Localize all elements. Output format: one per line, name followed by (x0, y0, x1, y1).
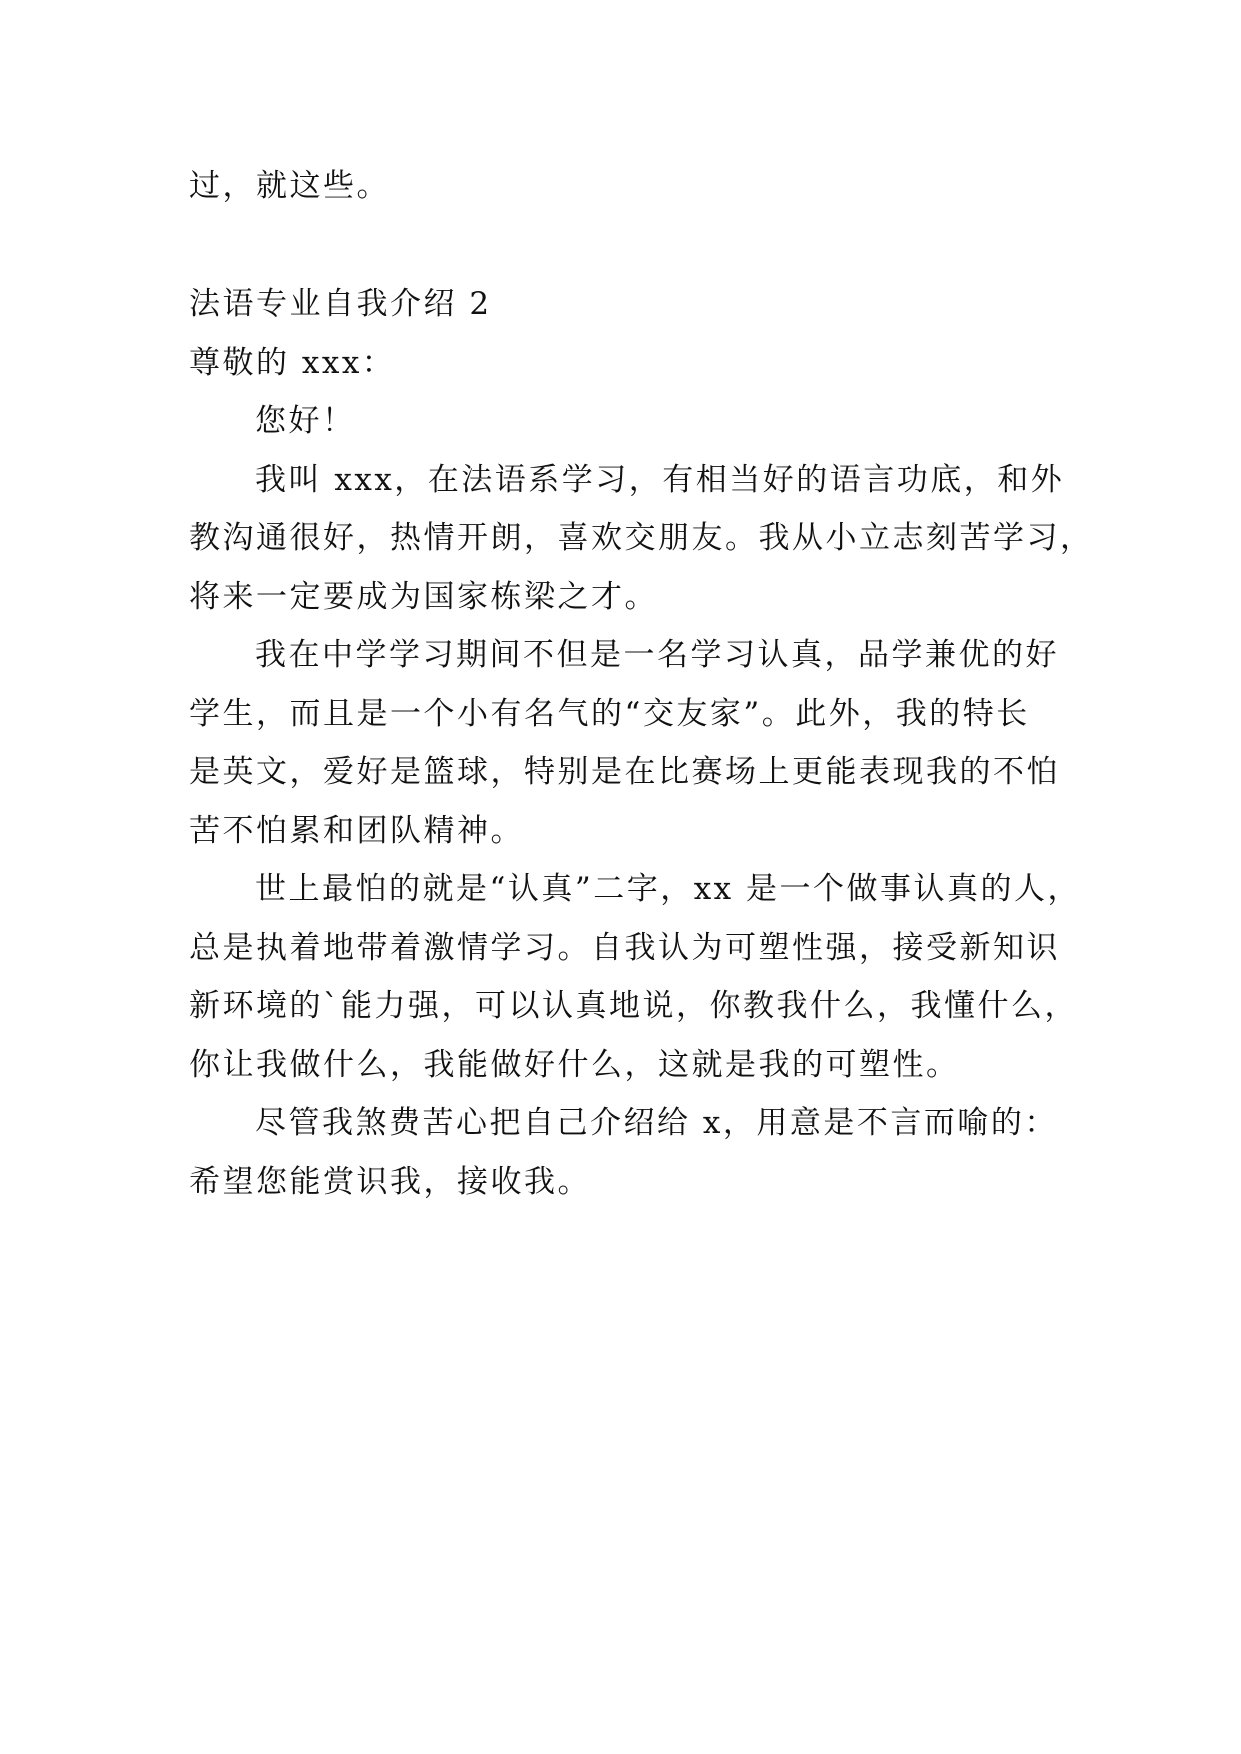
paragraph-line: 我在中学学习期间不但是一名学习认真，品学兼优的好 (255, 637, 1059, 673)
previous-section-end (189, 157, 1069, 216)
greeting: 您好！ (255, 403, 356, 439)
continuation-line: 过，就这些。 (189, 168, 390, 204)
paragraph-line: 总是执着地带着激情学习。自我认为可塑性强，接受新知识 (189, 929, 1060, 966)
paragraph-line: 希望您能赏识我，接收我。 (189, 1163, 591, 1200)
paragraph-line: 我叫 xxx，在法语系学习，有相当好的语言功底，和外 (255, 461, 1065, 498)
paragraph-line: 世上最怕的就是“认真”二字，xx 是一个做事认真的人， (255, 871, 1082, 907)
paragraph-line: 苦不怕累和团队精神。 (189, 812, 524, 849)
paragraph-line: 教沟通很好，热情开朗，喜欢交朋友。我从小立志刻苦学习， (189, 520, 1094, 556)
paragraph-line: 将来一定要成为国家栋梁之才。 (189, 578, 658, 615)
paragraph-1 (189, 451, 1094, 627)
salutation: 尊敬的 xxx： (189, 344, 396, 381)
letter-body (189, 275, 1094, 1211)
paragraph-line: 新环境的`能力强，可以认真地说，你教我什么，我懂什么， (189, 988, 1078, 1024)
section-heading: 法语专业自我介绍 2 (189, 286, 492, 322)
paragraph-2 (189, 626, 1069, 860)
paragraph-3 (189, 860, 1082, 1094)
paragraph-line: 你让我做什么，我能做好什么，这就是我的可塑性。 (189, 1046, 960, 1083)
paragraph-line: 学生，而且是一个小有名气的“交友家”。此外，我的特长 (189, 695, 1030, 732)
paragraph-line: 是英文，爱好是篮球，特别是在比赛场上更能表现我的不怕 (189, 754, 1060, 790)
paragraph-line: 尽管我煞费苦心把自己介绍给 x，用意是不言而喻的： (255, 1105, 1058, 1141)
paragraph-4 (189, 1094, 1069, 1211)
